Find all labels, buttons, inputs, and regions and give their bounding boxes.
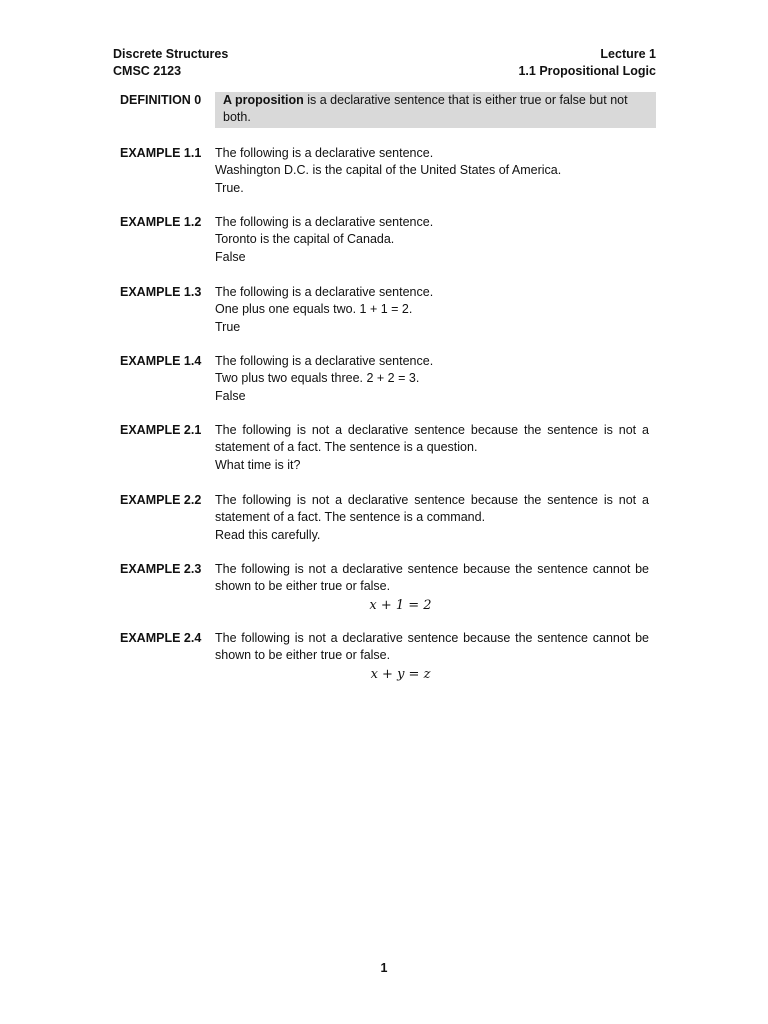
example-body [215,630,656,684]
example-body [215,145,656,197]
example-body [215,353,656,405]
example-line: Toronto is the capital of Canada. [215,232,395,247]
example-paragraph: The following is not a declarative sentence because the sentence is not a statement of a fact. The sentence is a question. [215,423,649,455]
example-body [215,284,656,336]
example-body [215,492,656,544]
example-line: True [215,319,241,334]
page-header [113,46,656,80]
section-title: 1.1 Propositional Logic [518,64,656,78]
example-2-1 [113,422,656,474]
example-1-3 [113,284,656,336]
example-line: Two plus two equals three. 2 + 2 = 3. [215,371,420,386]
definition-text [215,92,656,128]
example-label: EXAMPLE 2.1 [120,423,202,437]
lecture-number: Lecture 1 [600,47,656,61]
example-paragraph: The following is not a declarative sentence because the sentence is not a statement of a fact. The sentence is a command. [215,493,649,525]
example-label: EXAMPLE 2.3 [120,562,202,576]
example-line: The following is a declarative sentence. [215,354,434,368]
page-number: 1 [380,961,388,975]
example-line: The following is a declarative sentence. [215,215,434,229]
example-1-2 [113,214,656,266]
course-title: Discrete Structures [113,47,229,61]
example-label: EXAMPLE 2.2 [120,493,202,507]
example-body [215,214,656,266]
example-line: The following is a declarative sentence. [215,146,434,160]
definition-rest: is a declarative sentence that is either true or false but not both. [223,93,628,125]
example-label: EXAMPLE 1.1 [120,146,202,160]
example-2-2 [113,492,656,544]
example-label: EXAMPLE 1.2 [120,215,202,229]
math-equation: x + y = z [370,666,431,682]
example-paragraph: The following is not a declarative sentence because the sentence cannot be shown to be either true or false. [215,631,649,663]
example-line: Washington D.C. is the capital of the United States of America. [215,163,562,178]
example-label: EXAMPLE 2.4 [120,631,202,645]
math-equation: x + 1 = 2 [369,597,432,613]
example-line: The following is a declarative sentence. [215,285,434,299]
example-label: EXAMPLE 1.4 [120,354,202,368]
definition-block [113,92,656,128]
example-2-4 [113,630,656,684]
example-body [215,561,656,615]
example-line: One plus one equals two. 1 + 1 = 2. [215,302,413,317]
course-code: CMSC 2123 [113,64,182,78]
example-line: False [215,249,246,264]
example-body [215,422,656,474]
definition-term: A proposition [223,93,304,107]
example-line: Read this carefully. [215,527,321,542]
example-paragraph: The following is not a declarative sentence because the sentence cannot be shown to be either true or false. [215,562,649,594]
example-line: True. [215,180,244,195]
example-2-3 [113,561,656,615]
example-label: EXAMPLE 1.3 [120,285,202,299]
example-1-4 [113,353,656,405]
example-line: False [215,388,246,403]
example-line: What time is it? [215,457,301,472]
definition-label: DEFINITION 0 [120,93,202,107]
example-1-1 [113,145,656,197]
